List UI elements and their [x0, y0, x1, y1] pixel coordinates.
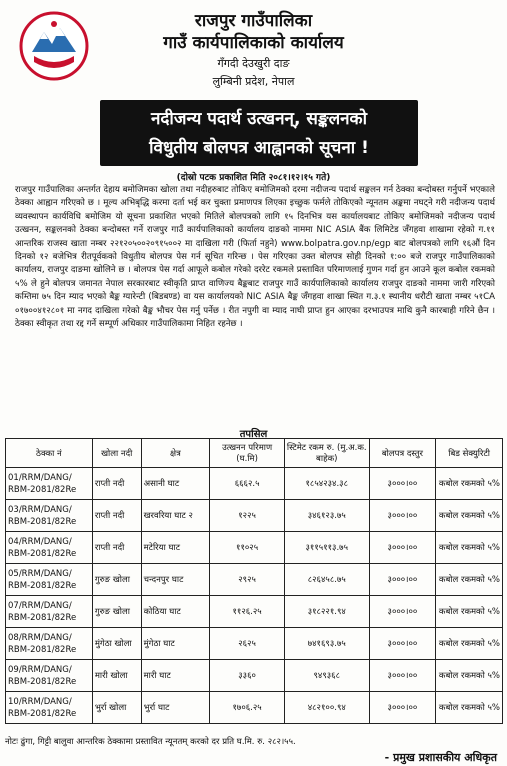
- header-area: क्षेत्र: [141, 439, 210, 468]
- office-name: गाउँ कार्यपालिकाको कार्यालय: [163, 33, 344, 53]
- bid-security-cell: कबोल रकमको ५%: [436, 692, 503, 724]
- bid-fee-cell: ३०००।००: [369, 692, 436, 724]
- signer: - प्रमुख प्रशासकीय अधिकृत: [384, 751, 497, 764]
- estimate-cell: ७४१६९३.७५: [284, 628, 369, 660]
- header-bid-security: बिड सेक्युरिटी: [436, 439, 503, 468]
- address-line-2: लुम्बिनी प्रदेश, नेपाल: [212, 75, 295, 88]
- river-cell: गुरुङ खोला: [92, 596, 141, 628]
- bid-fee-cell: ३०००।००: [369, 660, 436, 692]
- banner-line-2: विधुतीय बोलपत्र आह्वानको सूचना !: [149, 138, 369, 158]
- river-cell: राप्ती नदी: [92, 500, 141, 532]
- quantity-cell: ११०२५: [210, 532, 285, 564]
- table-row: [6, 692, 503, 724]
- header: [0, 6, 507, 98]
- area-cell: कोठिया घाट: [141, 596, 210, 628]
- table-row: [6, 532, 503, 564]
- header-quantity: उत्खनन परिमाण (घ.मि): [210, 439, 285, 468]
- contract-no-cell: 09/RRM/DANG/ RBM-2081/82Re: [6, 660, 93, 692]
- area-cell: मारी घाट: [141, 660, 210, 692]
- notice-body: राजपुर गाउँपालिका अन्तर्गत देहाय बमोजिमका खोला तथा नदीहरुबाट तोकिए बमोजिमको दरमा नदीजन्य पदार्थ सङ्कलन गर्न ठेक्का बन्दोबस्त गर्नुपर्ने भएकाले ठेक्का आह्वान गरिएको छ । मूल्य अभिबृद्धि करमा दर्ता भई कर चुक्ता प्रमाणपत्र लिएका इच्छुक फर्मले तोकिएको न्यूनतम अङ्कमा नघट्ने गरी नदीजन्य पदार्थ व्यवस्थापन कार्यविधि बमोजिम यो सूचना प्रकाशित भएको मितिले बोलपत्रको लागि १५ दिनभित्र यस कार्यालयबाट तोकिए बमोजिमको नदीजन्य पदार्थ उत्खनन, सङ्कलनको ठेक्का बन्दोबस्त गर्ने राजपुर गाउँ कार्यपालिकाको कार्यालय दाङको नाममा NIC ASIA बैंक लिमिटेड जँगहवा शाखामा रहेको ग.११ आन्तरिक राजस्व खाता नम्बर २२१२०५००२०९१५००२ मा दाखिला गरी (फिर्ता नहुने) www.bolpatra.gov.np/egp बाट बोलपत्रको लागि १६औं दिन दिनको १२ बजेभित्र रीतपूर्वकको विधुतीय बोलपत्र पेस गर्न सूचित गरिन्छ । पेस गरिएका उक्त बोलपत्र सोही दिनको १:०० बजे राजपुर गाउँपालिकाको कार्यालय, राजपुर दाङमा खोलिने छ । बोलपत्र पेस गर्दा आफूले कबोल गरेको दररेट रकमले प्रस्तावित परिमाणलाई गुणन गर्दा हुन आउने कूल कबोल रकमको ५% ले हुने बोलपत्र जमानत नेपाल सरकारबाट स्वीकृति प्राप्त वाणिज्य बैङ्कबाट राजपुर गाउँ कार्यपालिकाको कार्यालय राजपुर दाङको नाममा जारी गरिएको कम्तिमा ७५ दिन म्याद भएको बैङ्क ग्यारेन्टी (बिडबण्ड) वा यस कार्यालयको NIC ASIA बैङ्क जँगहवा शाखा स्थित ग.३.१ स्थानीय धरौटी खाता नम्बर ५१CA ०१७००४१२८०१ मा नगद दाखिला गरेको बैङ्क भौचर पेस गर्नु पर्नेछ । रीत नपुगी वा म्याद नाघी प्राप्त हुन आएका दरभाउपत्र माथि कुनै कारबाही गरिने छैन । ठेक्का स्वीकृत तथा रद्द गर्ने सम्पूर्ण अधिकार गाउँपालिकामा निहित रहनेछ ।: [15, 185, 495, 330]
- area-cell: मटेरिया घाट: [141, 532, 210, 564]
- bid-fee-cell: ३०००।००: [369, 468, 436, 500]
- table-row: [6, 468, 503, 500]
- quantity-cell: २६२५: [210, 628, 285, 660]
- publication-date: (दोस्रो पटक प्रकाशित मिति २०८१।१२।१५ गते): [176, 173, 331, 183]
- area-cell: चन्दनपुर घाट: [141, 564, 210, 596]
- bid-fee-cell: ३०००।००: [369, 596, 436, 628]
- contract-no-cell: 03/RRM/DANG/ RBM-2081/82Re: [6, 500, 93, 532]
- table-row: [6, 596, 503, 628]
- bid-security-cell: कबोल रकमको ५%: [436, 532, 503, 564]
- table-caption: तपसिल: [239, 429, 268, 440]
- estimate-cell: ८२६४५८.७५: [284, 564, 369, 596]
- contract-no-cell: 08/RRM/DANG/ RBM-2081/82Re: [6, 628, 93, 660]
- bid-fee-cell: ३०००।००: [369, 500, 436, 532]
- estimate-cell: ३४६१२३.७५: [284, 500, 369, 532]
- river-cell: मारी खोला: [92, 660, 141, 692]
- header-bid-fee: बोलपत्र दस्तुर: [369, 439, 436, 468]
- quantity-cell: ३३६०: [210, 660, 285, 692]
- quantity-cell: ११२६.२५: [210, 596, 285, 628]
- river-cell: भुर्रा खोला: [92, 692, 141, 724]
- quantity-cell: १७०६.२५: [210, 692, 285, 724]
- contract-no-cell: 05/RRM/DANG/ RBM-2081/82Re: [6, 564, 93, 596]
- river-cell: मुंगेठा खोला: [92, 628, 141, 660]
- table-row: [6, 500, 503, 532]
- bid-fee-cell: ३०००।००: [369, 628, 436, 660]
- bid-security-cell: कबोल रकमको ५%: [436, 468, 503, 500]
- contracts-table: [5, 438, 503, 724]
- table-header-row: [6, 439, 503, 468]
- address-line-1: गँगदी देउखुरी दाङ: [217, 57, 290, 70]
- note: नोटः ढुंगा, गिट्टी बालुवा आन्तरिक ठेक्कामा प्रस्तावित न्यूनतम् करको दर प्रति घ.मि. रु. २८२।५५.: [5, 737, 296, 747]
- river-cell: गुरुङ खोला: [92, 564, 141, 596]
- estimate-cell: ३११५११३.७५: [284, 532, 369, 564]
- contract-no-cell: 10/RRM/DANG/ RBM-2081/82Re: [6, 692, 93, 724]
- estimate-cell: १८५४२३४.३८: [284, 468, 369, 500]
- area-cell: मुंगेठा घाट: [141, 628, 210, 660]
- area-cell: खरवरिया घाट २: [141, 500, 210, 532]
- bid-security-cell: कबोल रकमको ५%: [436, 660, 503, 692]
- org-name: राजपुर गाउँपालिका: [194, 11, 313, 31]
- contract-no-cell: 01/RRM/DANG/ RBM-2081/82Re: [6, 468, 93, 500]
- quantity-cell: २९२५: [210, 564, 285, 596]
- river-cell: राप्ती नदी: [92, 532, 141, 564]
- river-cell: राप्ती नदी: [92, 468, 141, 500]
- bid-security-cell: कबोल रकमको ५%: [436, 564, 503, 596]
- notice-title-banner: [100, 100, 418, 166]
- header-estimate: स्टिमेट रकम रु. (मु.अ.क. बाहेक): [284, 439, 369, 468]
- quantity-cell: १२२५: [210, 500, 285, 532]
- contract-no-cell: 04/RRM/DANG/ RBM-2081/82Re: [6, 532, 93, 564]
- table-row: [6, 660, 503, 692]
- bid-fee-cell: ३०००।००: [369, 532, 436, 564]
- bid-security-cell: कबोल रकमको ५%: [436, 628, 503, 660]
- bid-fee-cell: ३०००।००: [369, 564, 436, 596]
- header-river: खोला नदी: [92, 439, 141, 468]
- estimate-cell: ४८२१००.९४: [284, 692, 369, 724]
- bid-security-cell: कबोल रकमको ५%: [436, 500, 503, 532]
- quantity-cell: ६६६२.५: [210, 468, 285, 500]
- estimate-cell: ९४९३६८: [284, 660, 369, 692]
- bid-security-cell: कबोल रकमको ५%: [436, 596, 503, 628]
- table-row: [6, 564, 503, 596]
- header-contract-no: ठेक्का नं: [6, 439, 93, 468]
- banner-line-1: नदीजन्य पदार्थ उत्खनन्, सङ्कलनको: [150, 109, 368, 129]
- area-cell: भुर्रा घाट: [141, 692, 210, 724]
- contract-no-cell: 07/RRM/DANG/ RBM-2081/82Re: [6, 596, 93, 628]
- estimate-cell: ३१८२२१.९४: [284, 596, 369, 628]
- table-row: [6, 628, 503, 660]
- area-cell: असानी घाट: [141, 468, 210, 500]
